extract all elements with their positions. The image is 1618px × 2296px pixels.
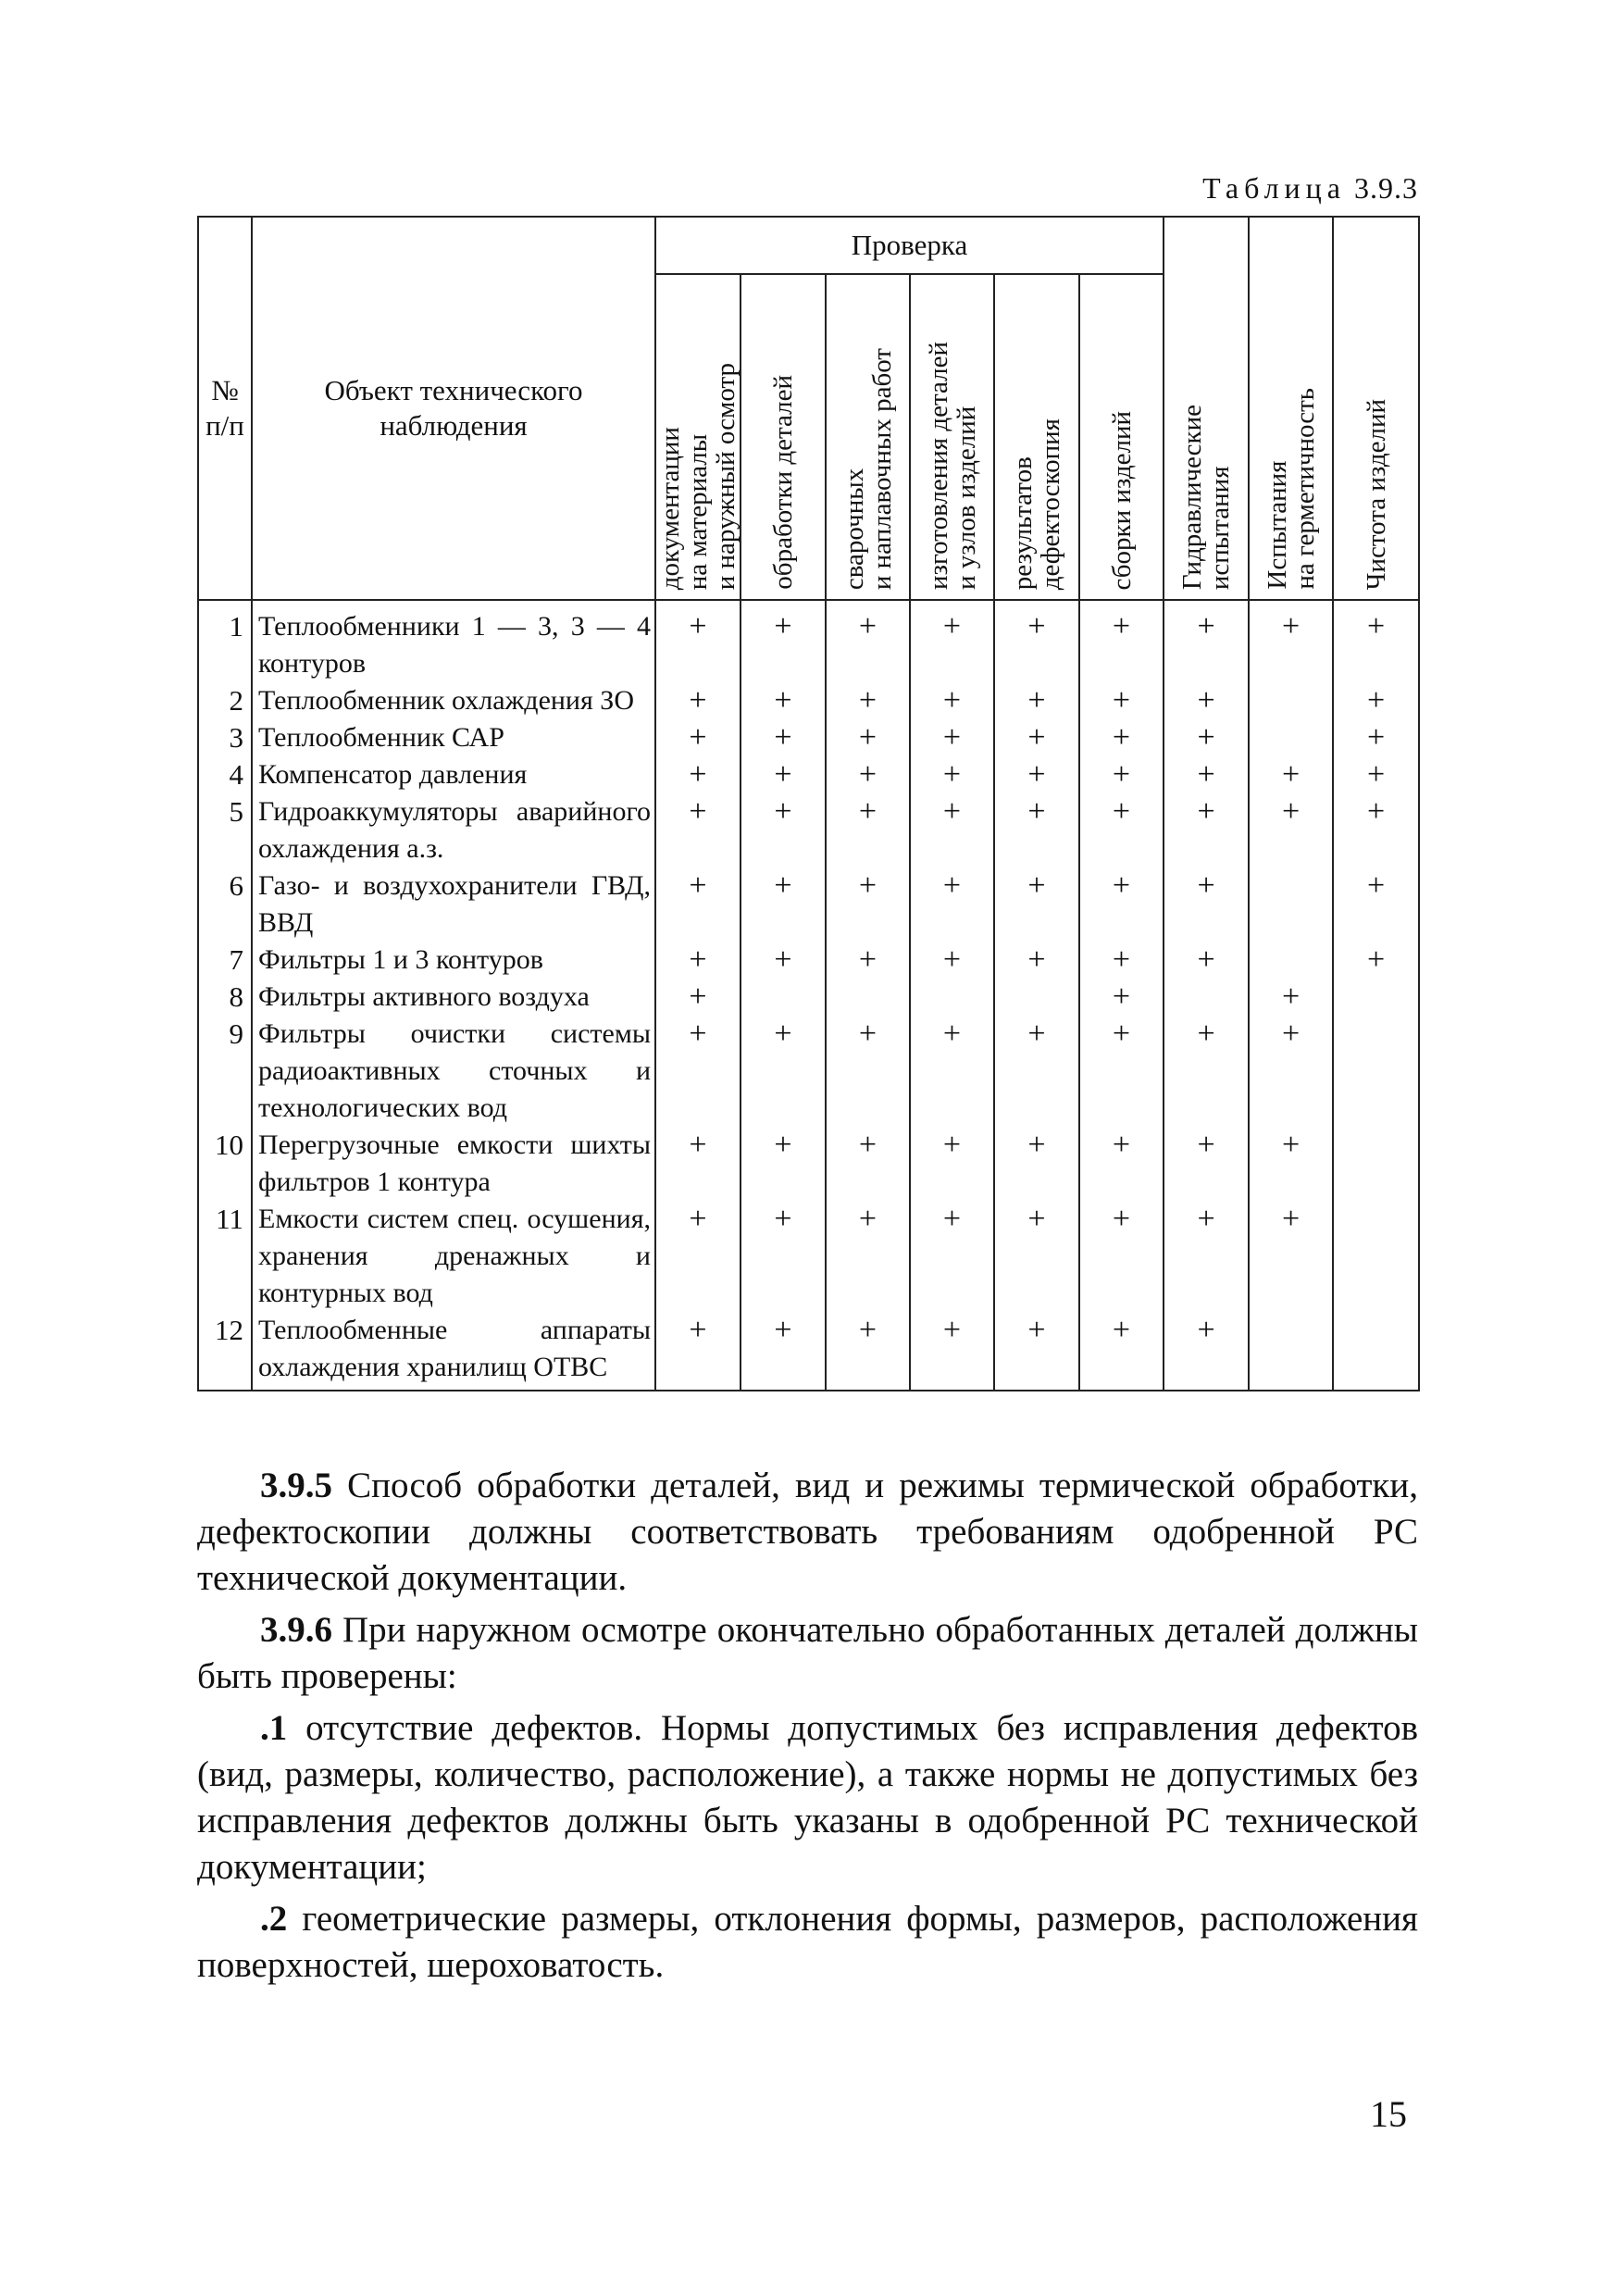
header-object: Объект технического наблюдения [252, 217, 655, 600]
row-mark [910, 979, 994, 1016]
row-mark: + [1249, 979, 1333, 1016]
row-mark: + [1249, 756, 1333, 793]
row-mark: + [741, 682, 826, 719]
row-mark: + [994, 793, 1079, 867]
row-mark: + [910, 719, 994, 756]
row-mark: + [655, 979, 741, 1016]
header-sub-5 [1079, 274, 1164, 600]
row-mark: + [741, 756, 826, 793]
row-mark: + [1079, 793, 1164, 867]
row-num: 10 [198, 1127, 252, 1201]
paragraph [197, 1463, 1418, 1602]
table-row [198, 1312, 1419, 1391]
row-mark: + [910, 1201, 994, 1312]
row-mark: + [994, 600, 1079, 682]
row-mark: + [910, 1312, 994, 1391]
paragraph [197, 1896, 1418, 1989]
page-number: 15 [1370, 2093, 1407, 2135]
row-mark: + [994, 1312, 1079, 1391]
header-line: Чистота изделий [1361, 398, 1391, 590]
row-mark: + [826, 1312, 910, 1391]
row-mark: + [741, 793, 826, 867]
table-row [198, 1127, 1419, 1201]
row-mark: + [826, 942, 910, 979]
row-mark [1249, 719, 1333, 756]
row-mark: + [1164, 793, 1249, 867]
row-num: 3 [198, 719, 252, 756]
row-mark: + [1164, 756, 1249, 793]
row-mark: + [1164, 1312, 1249, 1391]
row-object: Емкости систем спец. осушения, хранения дренажных и контурных вод [252, 1201, 655, 1312]
header-group: Проверка [655, 217, 1164, 274]
paragraph-number: .2 [260, 1899, 288, 1939]
row-mark: + [741, 719, 826, 756]
paragraph-text: Способ обработки деталей, вид и режимы термической обработки, дефектоскопии должны соответствовать требованиям одобренной РС технической документации. [197, 1466, 1418, 1598]
row-num: 7 [198, 942, 252, 979]
row-mark: + [655, 867, 741, 942]
row-mark: + [741, 1312, 826, 1391]
header-line: сварочных [839, 468, 869, 590]
row-mark: + [655, 942, 741, 979]
header-line: Испытания [1262, 460, 1292, 590]
row-mark: + [1079, 1312, 1164, 1391]
row-mark: + [994, 1127, 1079, 1201]
header-sub-4 [994, 274, 1079, 600]
row-mark [1333, 1127, 1419, 1201]
row-mark: + [1164, 942, 1249, 979]
row-mark: + [1079, 979, 1164, 1016]
row-mark: + [826, 1127, 910, 1201]
table-row [198, 682, 1419, 719]
row-mark: + [1079, 756, 1164, 793]
header-clean [1333, 217, 1419, 600]
row-mark: + [655, 682, 741, 719]
row-mark: + [910, 867, 994, 942]
row-mark: + [655, 1016, 741, 1127]
row-mark [741, 979, 826, 1016]
header-line: Гидравлические [1177, 404, 1208, 590]
header-hydro [1164, 217, 1249, 600]
row-object: Гидроаккумуляторы аварийного охлаждения а.з. [252, 793, 655, 867]
header-line: и узлов изделий [951, 406, 981, 590]
row-mark: + [994, 1016, 1079, 1127]
row-object: Фильтры очистки системы радиоактивных сточных и технологических вод [252, 1016, 655, 1127]
row-mark: + [741, 1127, 826, 1201]
row-mark [994, 979, 1079, 1016]
row-object: Теплообменные аппараты охлаждения хранилищ ОТВС [252, 1312, 655, 1391]
row-mark: + [1079, 942, 1164, 979]
row-mark: + [1333, 756, 1419, 793]
row-mark: + [1164, 1201, 1249, 1312]
paragraph-number: .1 [260, 1708, 288, 1748]
row-mark: + [1249, 1016, 1333, 1127]
header-line: и наружный осмотр [711, 362, 741, 590]
table-caption: Таблица 3.9.3 [1202, 171, 1418, 205]
row-mark: + [826, 1016, 910, 1127]
row-mark: + [994, 942, 1079, 979]
row-mark: + [1164, 719, 1249, 756]
row-mark: + [994, 867, 1079, 942]
row-mark: + [741, 600, 826, 682]
paragraph [197, 1607, 1418, 1700]
row-mark [1333, 1016, 1419, 1127]
row-mark: + [1079, 600, 1164, 682]
row-object: Теплообменники 1 — 3, 3 — 4 контуров [252, 600, 655, 682]
row-mark [1164, 979, 1249, 1016]
row-mark [1249, 1312, 1333, 1391]
paragraph-text: При наружном осмотре окончательно обработанных деталей должны быть проверены: [197, 1610, 1418, 1696]
header-sub-3 [910, 274, 994, 600]
row-object: Фильтры активного воздуха [252, 979, 655, 1016]
row-mark: + [1333, 719, 1419, 756]
row-num: 11 [198, 1201, 252, 1312]
paragraph-text: геометрические размеры, отклонения формы, размеров, расположения поверхностей, шероховатость. [197, 1899, 1418, 1985]
row-object: Газо- и воздухохранители ГВД, ВВД [252, 867, 655, 942]
paragraph-number: 3.9.5 [260, 1466, 332, 1505]
row-mark: + [826, 1201, 910, 1312]
header-sub-2 [826, 274, 910, 600]
row-mark: + [910, 756, 994, 793]
header-line: изготовления деталей [923, 342, 953, 590]
row-mark: + [655, 1201, 741, 1312]
row-mark [1249, 942, 1333, 979]
row-mark [1333, 1312, 1419, 1391]
row-mark: + [826, 867, 910, 942]
row-mark: + [655, 719, 741, 756]
row-mark [1333, 979, 1419, 1016]
row-object: Теплообменник охлаждения ЗО [252, 682, 655, 719]
row-mark: + [994, 1201, 1079, 1312]
row-mark: + [1079, 1127, 1164, 1201]
row-mark: + [1333, 682, 1419, 719]
row-mark [826, 979, 910, 1016]
row-mark: + [1164, 600, 1249, 682]
header-line: обработки деталей [768, 375, 798, 590]
body-text [197, 1463, 1418, 1994]
row-mark: + [741, 867, 826, 942]
paragraph-text: отсутствие дефектов. Нормы допустимых без исправления дефектов (вид, размеры, количество, расположение), а также нормы не допустимых без исправления дефектов должны быть указаны в одобренной РС технической документации; [197, 1708, 1418, 1887]
paragraph-number: 3.9.6 [260, 1610, 332, 1650]
row-num: 9 [198, 1016, 252, 1127]
header-sub-1 [741, 274, 826, 600]
table-row [198, 756, 1419, 793]
row-mark: + [655, 600, 741, 682]
row-mark [1249, 867, 1333, 942]
row-mark: + [826, 719, 910, 756]
header-num: № п/п [198, 217, 252, 600]
row-num: 6 [198, 867, 252, 942]
row-mark: + [1079, 1201, 1164, 1312]
row-mark: + [1079, 867, 1164, 942]
row-mark: + [826, 793, 910, 867]
row-mark: + [1333, 942, 1419, 979]
header-line: сборки изделий [1106, 410, 1137, 590]
row-mark: + [1249, 600, 1333, 682]
header-sub-0 [655, 274, 741, 600]
row-num: 1 [198, 600, 252, 682]
row-num: 4 [198, 756, 252, 793]
row-mark: + [994, 756, 1079, 793]
table-row [198, 719, 1419, 756]
inspection-table [197, 216, 1420, 1391]
row-mark [1249, 682, 1333, 719]
row-num: 5 [198, 793, 252, 867]
row-mark: + [1249, 1127, 1333, 1201]
row-mark: + [826, 600, 910, 682]
table-row [198, 942, 1419, 979]
row-mark: + [1164, 1016, 1249, 1127]
table-row [198, 867, 1419, 942]
row-mark: + [1333, 793, 1419, 867]
row-mark: + [1164, 682, 1249, 719]
row-mark: + [1079, 682, 1164, 719]
table-row [198, 793, 1419, 867]
row-object: Компенсатор давления [252, 756, 655, 793]
row-mark: + [741, 942, 826, 979]
header-line: и наплавочных работ [866, 347, 897, 590]
header-line: на герметичность [1289, 388, 1320, 590]
table-row [198, 1201, 1419, 1312]
row-mark: + [655, 1312, 741, 1391]
header-line: документации [655, 426, 685, 590]
row-mark: + [826, 682, 910, 719]
row-mark: + [655, 1127, 741, 1201]
row-mark: + [910, 793, 994, 867]
table-row [198, 1016, 1419, 1127]
row-mark: + [1249, 793, 1333, 867]
row-num: 12 [198, 1312, 252, 1391]
row-object: Фильтры 1 и 3 контуров [252, 942, 655, 979]
row-mark: + [1249, 1201, 1333, 1312]
row-mark: + [1164, 867, 1249, 942]
header-germ [1249, 217, 1333, 600]
row-mark [1333, 1201, 1419, 1312]
header-line: испытания [1205, 466, 1236, 590]
row-num: 2 [198, 682, 252, 719]
table-row [198, 979, 1419, 1016]
row-mark: + [910, 1016, 994, 1127]
row-mark: + [1333, 867, 1419, 942]
row-mark: + [826, 756, 910, 793]
table-row [198, 600, 1419, 682]
row-mark: + [655, 756, 741, 793]
header-line: на материалы [683, 433, 713, 590]
row-mark: + [1079, 1016, 1164, 1127]
row-mark: + [741, 1016, 826, 1127]
row-mark: + [910, 600, 994, 682]
row-mark: + [655, 793, 741, 867]
row-mark: + [1333, 600, 1419, 682]
row-num: 8 [198, 979, 252, 1016]
row-mark: + [910, 1127, 994, 1201]
row-mark: + [994, 719, 1079, 756]
row-mark: + [1079, 719, 1164, 756]
row-object: Теплообменник САР [252, 719, 655, 756]
row-mark: + [910, 942, 994, 979]
header-line: результатов [1008, 455, 1038, 590]
row-mark: + [994, 682, 1079, 719]
paragraph [197, 1705, 1418, 1890]
row-mark: + [1164, 1127, 1249, 1201]
header-line: дефектоскопия [1036, 418, 1065, 590]
row-object: Перегрузочные емкости шихты фильтров 1 контура [252, 1127, 655, 1201]
row-mark: + [910, 682, 994, 719]
row-mark: + [741, 1201, 826, 1312]
